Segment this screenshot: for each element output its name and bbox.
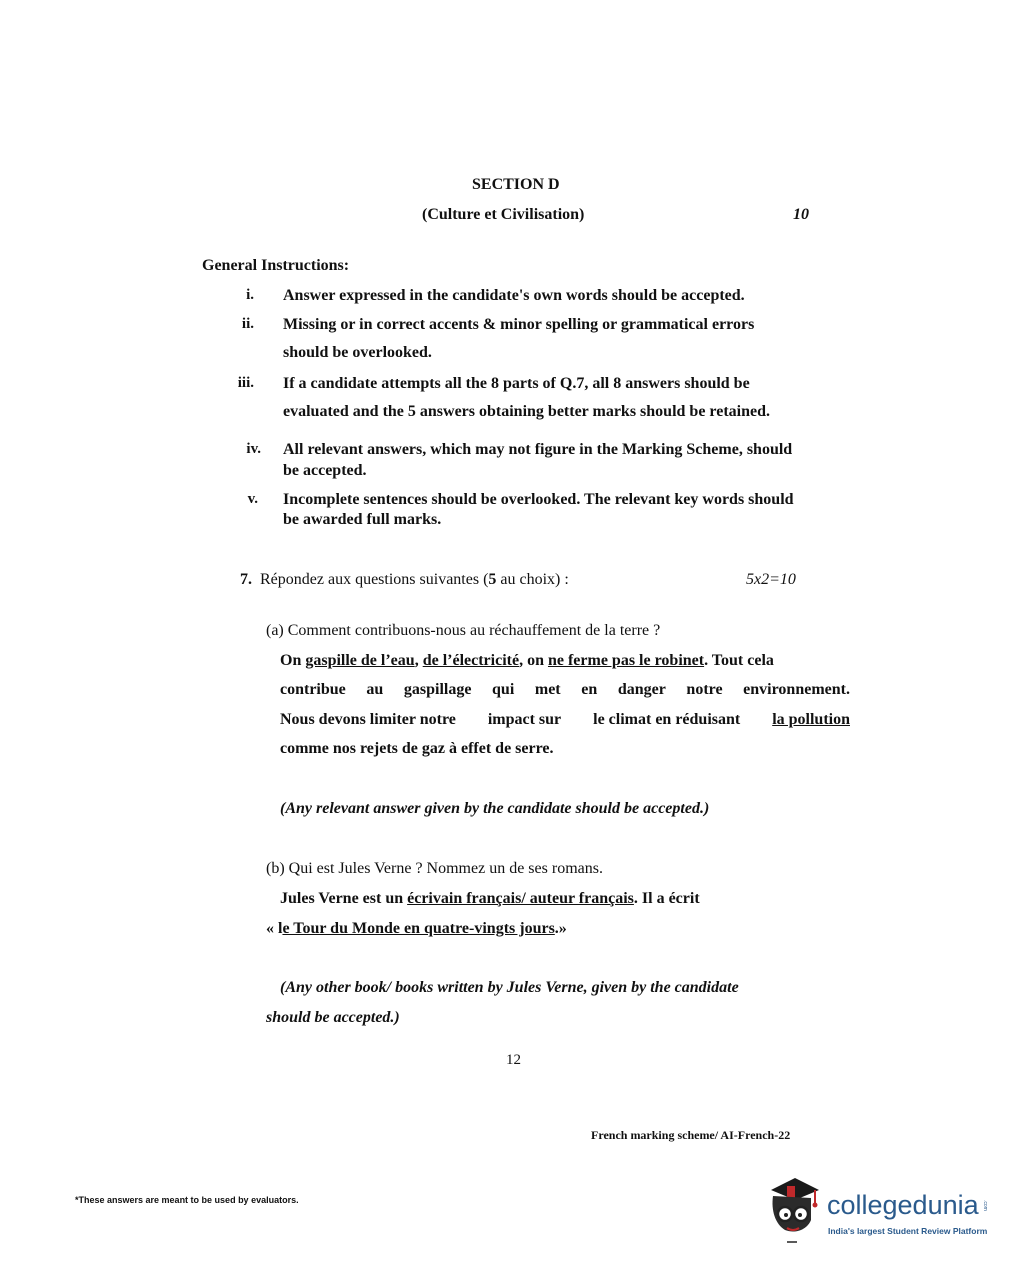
answer-a-line: contribue au gaspillage qui met en danger notre environnement. xyxy=(280,681,850,698)
question-7 xyxy=(240,571,569,589)
instruction-number: iv. xyxy=(246,441,261,457)
question-number: 7. xyxy=(240,571,252,588)
keyword: écrivain français/ auteur français xyxy=(407,890,634,907)
scheme-label: French marking scheme/ AI-French-22 xyxy=(591,1128,791,1142)
section-subtitle: (Culture et Civilisation) xyxy=(422,206,585,223)
collegedunia-logo[interactable] xyxy=(765,1176,995,1246)
instruction-text: evaluated and the 5 answers obtaining better marks should be retained. xyxy=(283,403,770,420)
instructions-heading: General Instructions: xyxy=(202,257,350,274)
answer-b-note: should be accepted.) xyxy=(266,1009,400,1026)
logo-wordmark: collegedunia xyxy=(827,1190,979,1220)
section-title: SECTION D xyxy=(472,176,560,193)
question-text: Répondez aux questions suivantes ( xyxy=(260,571,489,588)
logo-tagline: India's largest Student Review Platform xyxy=(828,1226,988,1236)
keyword: ne ferme pas le robinet xyxy=(547,652,705,669)
page-number: 12 xyxy=(506,1052,521,1068)
logo-com: .com xyxy=(982,1200,988,1211)
keyword: la pollution xyxy=(772,711,850,728)
question-text: au choix) : xyxy=(496,571,569,588)
answer-a-line: Nous devons limiter notre impact sur le climat en réduisant la pollution xyxy=(280,711,850,728)
instruction-text: All relevant answers, which may not figure in the Marking Scheme, should xyxy=(283,441,793,458)
section-marks: 10 xyxy=(793,206,809,223)
instruction-text: be accepted. xyxy=(283,462,367,479)
instruction-text: Incomplete sentences should be overlooked. The relevant key words should xyxy=(283,491,794,508)
answer-a-line: On gaspille de l’eau, de l’électricité, on ne ferme pas le robinet. Tout cela xyxy=(280,652,774,669)
instruction-text: be awarded full marks. xyxy=(283,511,442,528)
instruction-text: Answer expressed in the candidate's own words should be accepted. xyxy=(283,287,745,304)
answer-b-line: Jules Verne est un écrivain français/ auteur français. Il a écrit xyxy=(280,890,700,907)
instruction-text: should be overlooked. xyxy=(283,344,432,361)
instruction-number: i. xyxy=(246,287,254,303)
disclaimer: *These answers are meant to be used by evaluators. xyxy=(75,1195,299,1205)
question-choice-count: 5 xyxy=(488,571,497,588)
instruction-text: Missing or in correct accents & minor spelling or grammatical errors xyxy=(283,316,755,333)
instruction-number: iii. xyxy=(237,375,254,391)
instruction-number: v. xyxy=(247,491,258,507)
keyword: gaspille de l’eau xyxy=(305,652,415,669)
question-marks: 5x2=10 xyxy=(746,571,796,588)
answer-b-note: (Any other book/ books written by Jules Verne, given by the candidate xyxy=(280,979,739,996)
keyword: de l’électricité xyxy=(422,652,520,669)
subquestion-b: (b) Qui est Jules Verne ? Nommez un de ses romans. xyxy=(266,860,603,877)
keyword: e Tour du Monde en quatre-vingts jours xyxy=(282,920,555,937)
answer-a-note: (Any relevant answer given by the candidate should be accepted.) xyxy=(280,800,710,817)
subquestion-a: (a) Comment contribuons-nous au réchauffement de la terre ? xyxy=(266,622,661,639)
answer-a-line: comme nos rejets de gaz à effet de serre. xyxy=(280,740,554,757)
graduate-mascot-icon xyxy=(765,1176,825,1246)
answer-b-line: « le Tour du Monde en quatre-vingts jours.» xyxy=(266,920,567,937)
instruction-text: If a candidate attempts all the 8 parts of Q.7, all 8 answers should be xyxy=(283,375,750,392)
instruction-number: ii. xyxy=(241,316,254,332)
